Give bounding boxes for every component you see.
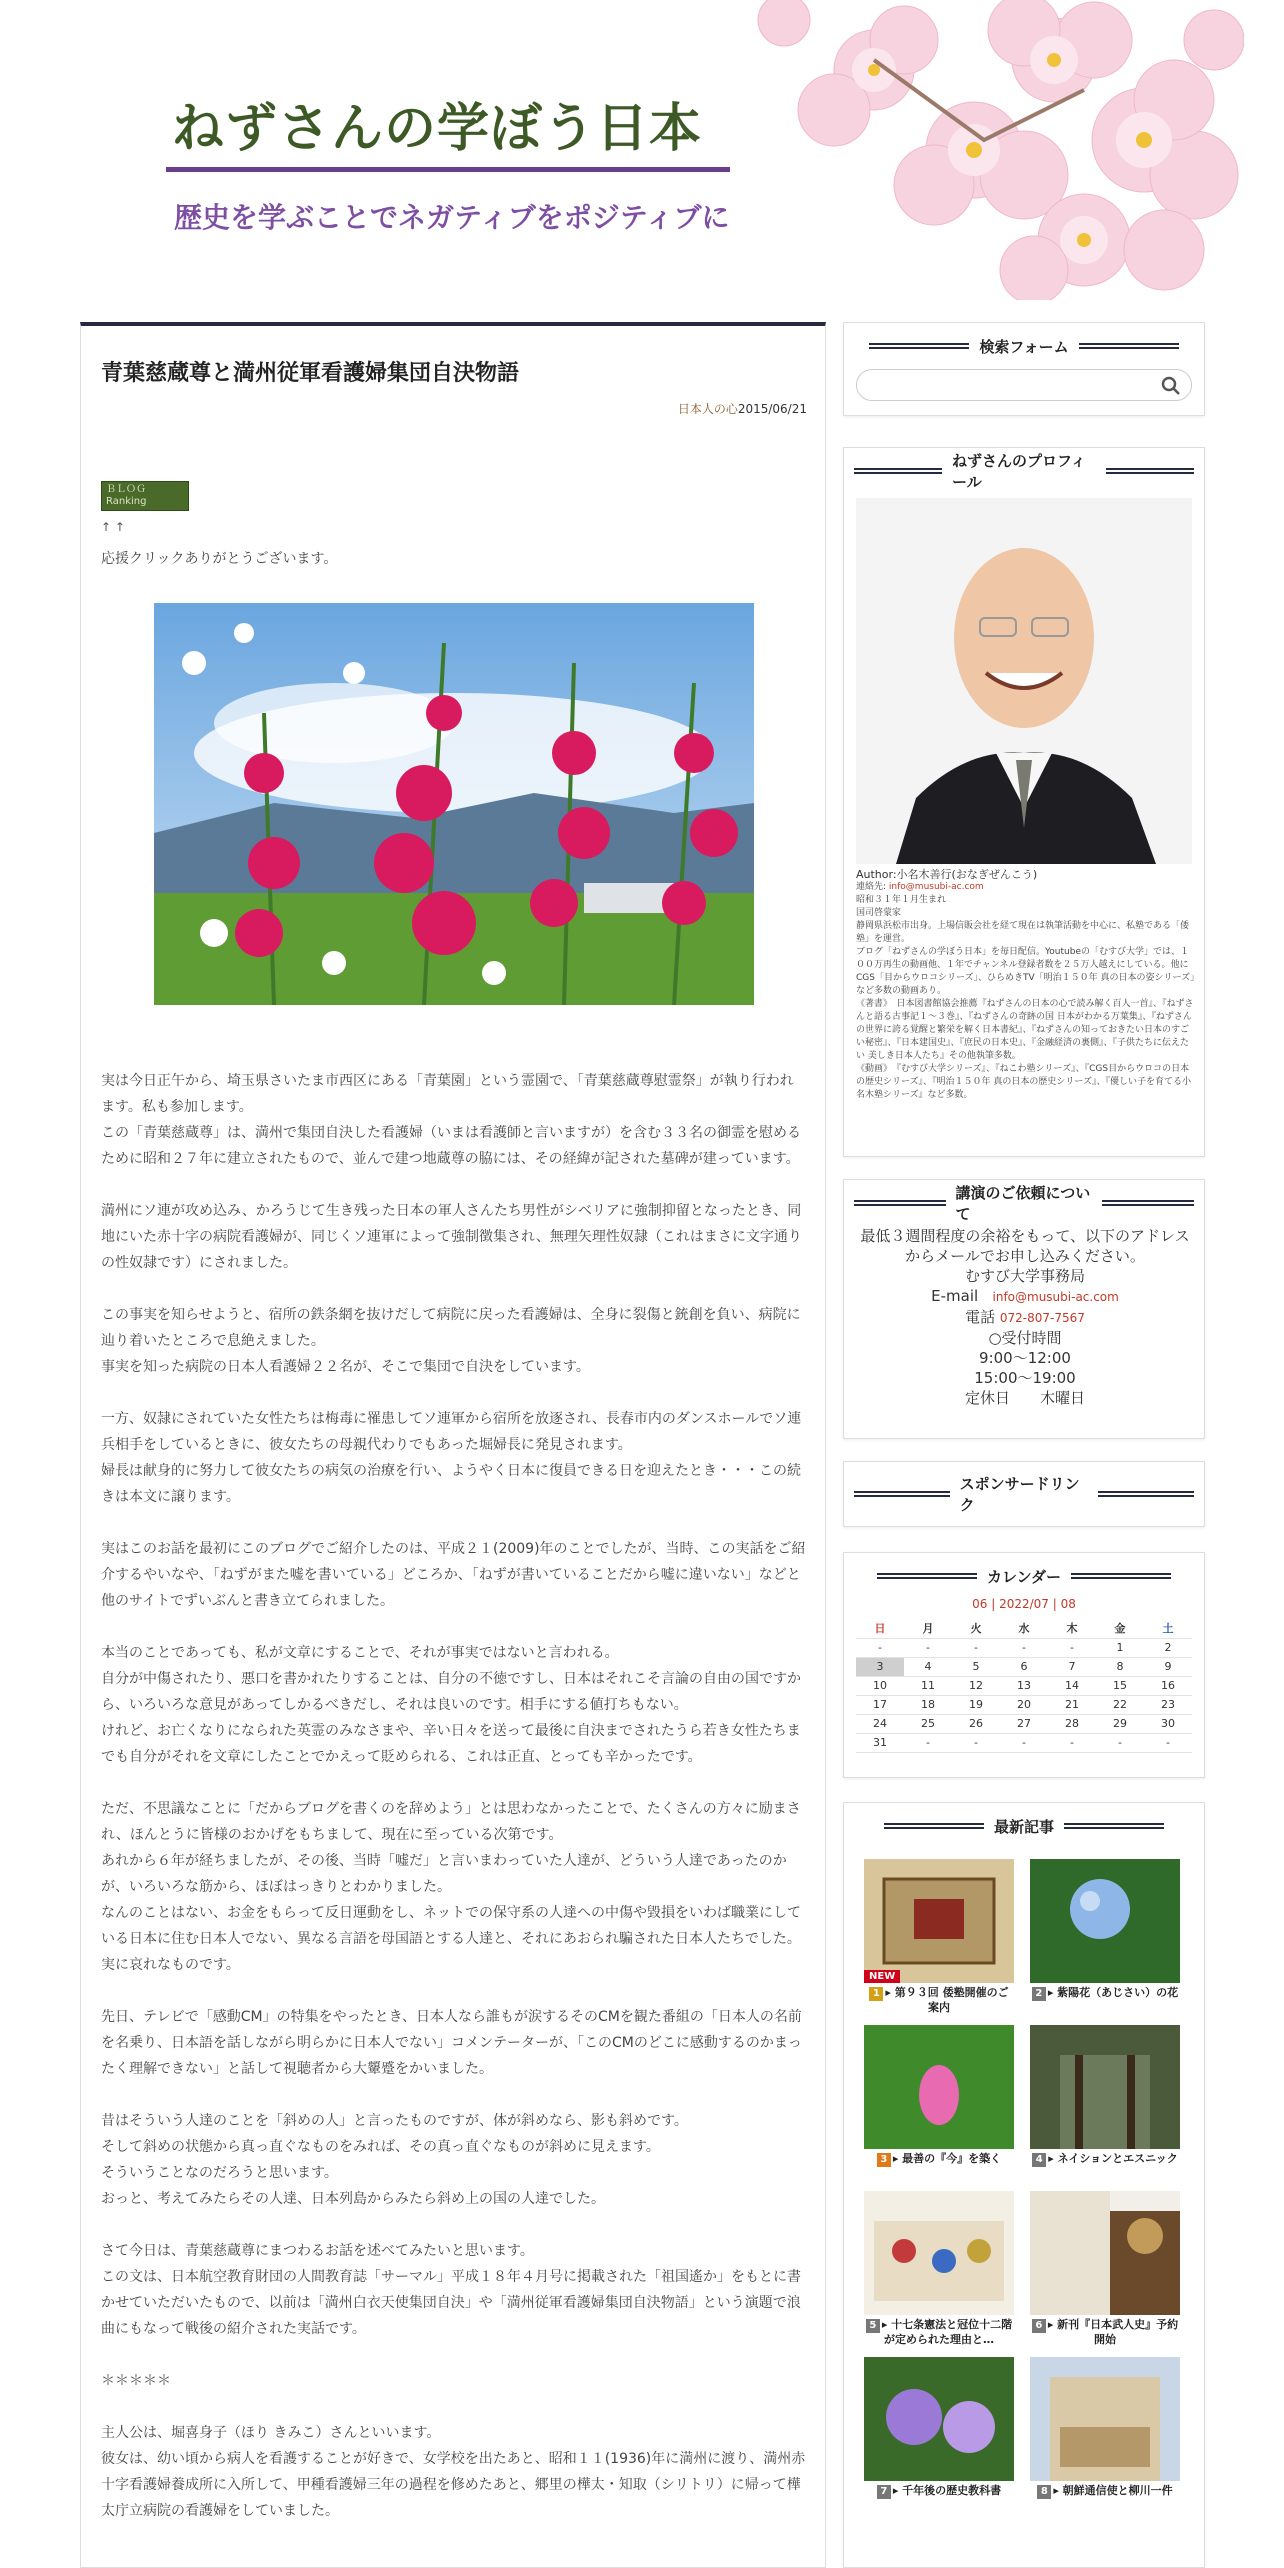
lecture-email-link[interactable]: info@musubi-ac.com xyxy=(992,1290,1119,1304)
widget-title xyxy=(844,448,1204,494)
recent-post-item[interactable] xyxy=(864,1859,1014,2015)
calendar-day[interactable]: 28 xyxy=(1048,1714,1096,1733)
recent-post-item[interactable] xyxy=(864,2191,1014,2347)
calendar-day[interactable]: 2 xyxy=(1144,1638,1192,1657)
profile-line: 国司啓蒙家 xyxy=(856,908,902,918)
calendar-day: - xyxy=(904,1733,952,1752)
post-paragraph: 実は今日正午から、埼玉県さいたま市西区にある「青葉園」という霊園で、「青葉慈蔵尊慰霊祭」が執り行われます。私も参加します。 この「青葉慈蔵尊」は、満州で集団自決した看護婦（いまは看護師と言いますが）を含む３３名の御霊を慰めるために昭和２７年に建立されたもので、並んで建つ地蔵尊の脇には、その経緯が記された墓碑が建っています。 xyxy=(101,1073,801,1167)
search-widget-title: 検索フォーム xyxy=(979,337,1069,356)
lecture-line: むすび大学事務局 xyxy=(964,1267,1085,1285)
calendar-day[interactable]: 6 xyxy=(1000,1657,1048,1676)
post-paragraph: この事実を知らせようと、宿所の鉄条網を抜けだして病院に戻った看護婦は、全身に裂傷と銃創を負い、病院に辿り着いたところで息絶えました。 事実を知った病院の日本人看護婦２２名が、そこで集団で自決をしています。 xyxy=(101,1307,801,1375)
recent-post-thumbnail[interactable] xyxy=(1030,2357,1180,2481)
widget-title xyxy=(844,1180,1204,1226)
post-paragraph: ＊＊＊＊＊ xyxy=(101,2373,171,2389)
title-underline xyxy=(166,167,730,172)
recent-post-caption xyxy=(1030,2152,1180,2167)
recent-post-title[interactable]: ▸ 新刊『日本武人史』予約開始 xyxy=(1047,2318,1179,2346)
recent-post-thumbnail[interactable] xyxy=(1030,2025,1180,2149)
recent-post-thumbnail[interactable] xyxy=(864,2357,1014,2481)
title-bar xyxy=(1098,1491,1194,1497)
search-icon[interactable] xyxy=(1161,376,1181,396)
recent-post-title[interactable]: ▸ 第９３回 倭塾開催のご案内 xyxy=(885,1986,1009,2014)
recent-post-thumbnail[interactable] xyxy=(864,2191,1014,2315)
cherry-blossom-illustration xyxy=(724,0,1244,300)
profile-line: 《動画》 『むすび大学シリーズ』、『ねこわ塾シリーズ』、『CGS目からウロコの日本の歴史シリーズ』、『明治１５０年 真の日本の歴史シリーズ』、『優しい子を育てる小名木塾シリーズ』など多数。 xyxy=(856,1064,1191,1100)
recent-post-item[interactable] xyxy=(1030,1859,1180,2001)
recent-post-thumbnail[interactable] xyxy=(1030,2191,1180,2315)
hollyhock-photo xyxy=(154,603,754,1005)
email-label: E-mail xyxy=(931,1287,979,1305)
calendar-day[interactable]: 4 xyxy=(904,1657,952,1676)
search-box xyxy=(856,369,1192,401)
post-paragraph: ただ、不思議なことに「だからブログを書くのを辞めよう」とは思わなかったことで、たくさんの方々に励まされ、ほんとうに皆様のおかげをもちまして、現在に至っている次第です。 あれから６年が経ちましたが、その後、当時「嘘だ」と言いまわっていた人達が、どういう人達であったのかが、いろいろな筋から、ほぼはっきりとわかりました。 なんのことはない、お金をもらって反日運動をし、ネットでの保守系の人達への中傷や毀損をいわば職業にしている日本に住む日本人でない、異なる言語を母国語とする人達と、それにあおられ騙された日本人たちでした。実に哀れなものです。 xyxy=(101,1801,801,1973)
post-paragraph: 一方、奴隷にされていた女性たちは梅毒に罹患してソ連軍から宿所を放逐され、長春市内のダンスホールでソ連兵相手をしているときに、彼女たちの母親代わりでもあった堀婦長に発見されます。 婦長は献身的に努力して彼女たちの病気の治療を行い、ようやく日本に復員できる日を迎えたとき・・・この続きは本文に譲ります。 xyxy=(101,1411,802,1505)
weekday-mon: 月 xyxy=(904,1619,952,1638)
recent-post-caption xyxy=(1030,1986,1180,2001)
calendar-day[interactable]: 9 xyxy=(1144,1657,1192,1676)
profile-line: 静岡県浜松市出身。上場信販会社を経て現在は執筆活動を中心に、私塾である「倭塾」を運営。 xyxy=(856,921,1190,944)
profile-text xyxy=(856,868,1196,1102)
weekday-fri: 金 xyxy=(1096,1619,1144,1638)
title-bar xyxy=(1106,468,1194,474)
widget-title xyxy=(844,1462,1204,1526)
arrow-marks: ↑ ↑ xyxy=(101,520,125,534)
recent-post-caption xyxy=(864,2484,1014,2499)
calendar-day[interactable]: 25 xyxy=(904,1714,952,1733)
post-date: 2015/06/21 xyxy=(737,402,807,416)
title-bar xyxy=(1102,1200,1194,1206)
profile-line: 昭和３１年１月生まれ xyxy=(856,895,947,905)
title-bar xyxy=(869,343,969,349)
calendar-day: - xyxy=(856,1638,904,1657)
site-title[interactable]: ねずさんの学ぼう日本 xyxy=(172,99,703,159)
post-category-link[interactable]: 日本人の心 xyxy=(677,402,738,416)
recent-post-title[interactable]: ▸ 最善の『今』を築く xyxy=(892,2152,1002,2165)
contact-label: 連絡先: xyxy=(856,882,887,892)
calendar-week xyxy=(856,1638,1192,1657)
sponsor-widget-title: スポンサードリンク xyxy=(959,1475,1080,1514)
calendar-day: - xyxy=(1048,1638,1096,1657)
recent-post-thumbnail[interactable] xyxy=(864,1859,1014,1983)
recent-post-title[interactable]: ▸ 朝鮮通信使と柳川一件 xyxy=(1053,2484,1173,2497)
sponsor-widget xyxy=(843,1461,1205,1527)
calendar-day[interactable]: 15 xyxy=(1096,1676,1144,1695)
recent-post-item[interactable] xyxy=(1030,2025,1180,2167)
calendar-table xyxy=(856,1619,1192,1753)
lecture-widget xyxy=(843,1179,1205,1439)
widget-title xyxy=(844,1803,1204,1849)
rank-number: 7 xyxy=(877,2485,891,2499)
recent-post-item[interactable] xyxy=(1030,2357,1180,2499)
recent-post-title[interactable]: ▸ ネイションとエスニック xyxy=(1048,2152,1178,2165)
title-bar xyxy=(854,1200,946,1206)
rank-number: 2 xyxy=(1032,1987,1046,2001)
profile-line: 《著書》 日本図書館協会推薦『ねずさんの日本の心で読み解く百人一首』、『ねずさんと語る古事記１～３巻』、『ねずさんの奇跡の国 日本がわかる万葉集』、『ねずさんの世界に誇る覚醒と繁栄を解く日本書紀』、『ねずさんの知っておきたい日本のすごい秘密』、『日本建国史』、『庶民の日本史』、『金融経済の裏側』、『子供たちに伝えたい 美しき日本人たち』その他執筆多数。 xyxy=(856,999,1194,1061)
calendar-day[interactable]: 17 xyxy=(856,1695,904,1714)
weekday-sat: 土 xyxy=(1144,1619,1192,1638)
article-container xyxy=(80,322,826,2568)
post-paragraph: 実はこのお話を最初にこのブログでご紹介したのは、平成２１(2009)年のことでしたが、当時、この実話をご紹介するやいなや、「ねずがまた嘘を書いている」どころか、「ねずが書いていることだから嘘に違いない」などと他のサイトでずいぶんと書き立てられました。 xyxy=(101,1541,806,1609)
calendar-week xyxy=(856,1733,1192,1752)
blog-ranking-banner[interactable]: ＢＬＯＧ Ranking xyxy=(101,481,189,511)
search-input[interactable] xyxy=(869,370,1159,400)
recent-post-title[interactable]: ▸ 紫陽花（あじさい）の花 xyxy=(1047,1986,1179,1999)
profile-line: ブログ「ねずさんの学ぼう日本」を毎日配信。Youtubeの「むすび大学」では、１００万再生の動画他、１年でチャンネル登録者数を２５万人越えにしている。他にCGS「目からウロコシリーズ」、ひらめきTV「明治１５０年 真の日本の姿シリーズ」など多数の動画あり。 xyxy=(856,947,1195,996)
title-bar xyxy=(854,468,942,474)
calendar-widget-title: カレンダー xyxy=(986,1567,1062,1586)
new-badge: NEW xyxy=(864,1970,900,1983)
lecture-phone-line xyxy=(854,1307,1196,1328)
rank-number: 3 xyxy=(877,2153,891,2167)
recent-post-item[interactable] xyxy=(1030,2191,1180,2347)
calendar-day[interactable]: 21 xyxy=(1048,1695,1096,1714)
calendar-day[interactable]: 19 xyxy=(952,1695,1000,1714)
calendar-month-nav[interactable]: 06 | 2022/07 | 08 xyxy=(972,1597,1076,1611)
calendar-day: - xyxy=(1048,1733,1096,1752)
widget-title xyxy=(844,323,1204,369)
lecture-line: 最低３週間程度の余裕をもって、以下のアドレスからメールでお申し込みください。 xyxy=(860,1227,1190,1265)
title-bar xyxy=(1079,343,1179,349)
title-bar xyxy=(877,1573,977,1579)
calendar-day[interactable]: 13 xyxy=(1000,1676,1048,1695)
calendar-day[interactable]: 31 xyxy=(856,1733,904,1752)
post-paragraph: 主人公は、堀喜身子（ほり きみこ）さんといいます。 彼女は、幼い頃から病人を看護することが好きで、女学校を出たあと、昭和１１(1936)年に満州に渡り、満州赤十字看護婦養成所に入所して、甲種看護婦三年の過程を修めたあと、郷里の樺太・知取（シリトリ）に帰って樺太庁立病院の看護婦をしていました。 xyxy=(101,2425,806,2519)
calendar-day[interactable]: 5 xyxy=(952,1657,1000,1676)
rank-number: 4 xyxy=(1032,2153,1046,2167)
calendar-day[interactable]: 30 xyxy=(1144,1714,1192,1733)
recent-widget-title: 最新記事 xyxy=(993,1817,1054,1836)
calendar-week xyxy=(856,1676,1192,1695)
widget-title xyxy=(844,1553,1204,1599)
hours-title: ○受付時間 xyxy=(988,1329,1062,1347)
calendar-day[interactable]: 29 xyxy=(1096,1714,1144,1733)
recent-post-title[interactable]: ▸ 千年後の歴史教科書 xyxy=(892,2484,1002,2497)
recent-post-caption xyxy=(864,1986,1014,2015)
post-paragraph: さて今日は、青葉慈蔵尊にまつわるお話を述べてみたいと思います。 この文は、日本航空教育財団の人間教育誌「サーマル」平成１８年４月号に掲載された「祖国遙か」をもとに書かせていただいたもので、以前は「満州白衣天使集団自決」や「満州従軍看護婦集団自決物語」という演題で浪曲にもなって戦後の紹介された実話です。 xyxy=(101,2243,801,2337)
weekday-sun: 日 xyxy=(856,1619,904,1638)
calendar-day[interactable]: 26 xyxy=(952,1714,1000,1733)
calendar-day[interactable]: 10 xyxy=(856,1676,904,1695)
calendar-day: - xyxy=(1000,1638,1048,1657)
calendar-week xyxy=(856,1657,1192,1676)
post-paragraph: 昔はそういう人達のことを「斜めの人」と言ったものですが、体が斜めなら、影も斜めです。 そして斜めの状態から真っ直ぐなものをみれば、その真っ直ぐなものが斜めに見えます。 そういうことなのだろうと思います。 おっと、考えてみたらその人達、日本列島からみたら斜め上の国の人達でした。 xyxy=(101,2113,688,2207)
post-meta xyxy=(678,400,807,417)
lecture-phone-link[interactable]: 072-807-7567 xyxy=(999,1311,1085,1325)
recent-post-caption xyxy=(1030,2484,1180,2499)
calendar-day[interactable]: 23 xyxy=(1144,1695,1192,1714)
weekday-tue: 火 xyxy=(952,1619,1000,1638)
calendar-day[interactable]: 8 xyxy=(1096,1657,1144,1676)
title-bar xyxy=(884,1823,984,1829)
recent-post-title[interactable]: ▸ 十七条憲法と冠位十二階が定められた理由と… xyxy=(881,2318,1013,2346)
calendar-day: - xyxy=(1000,1733,1048,1752)
recent-post-caption xyxy=(1030,2318,1180,2347)
calendar-day: - xyxy=(904,1638,952,1657)
weekday-wed: 水 xyxy=(1000,1619,1048,1638)
title-bar xyxy=(854,1491,950,1497)
lecture-body xyxy=(854,1226,1196,1408)
closed-day: 定休日 木曜日 xyxy=(964,1389,1085,1407)
calendar-day: - xyxy=(1144,1733,1192,1752)
post-title[interactable]: 青葉慈蔵尊と満州従軍看護婦集団自決物語 xyxy=(101,361,520,386)
calendar-day[interactable]: 14 xyxy=(1048,1676,1096,1695)
rank-number: 5 xyxy=(866,2319,880,2333)
lecture-email-line xyxy=(854,1286,1196,1307)
calendar-day[interactable]: 16 xyxy=(1144,1676,1192,1695)
thanks-text: 応援クリックありがとうございます。 xyxy=(101,551,338,567)
calendar-day: - xyxy=(952,1638,1000,1657)
rank-number: 8 xyxy=(1037,2485,1051,2499)
site-tagline: 歴史を学ぶことでネガティブをポジティブに xyxy=(174,201,730,234)
lecture-widget-title: 講演のご依頼について xyxy=(955,1184,1091,1223)
phone-label: 電話 xyxy=(965,1308,996,1326)
recent-posts-widget xyxy=(843,1802,1205,2568)
recent-post-caption xyxy=(864,2318,1014,2347)
author-name: Author:小名木善行(おなぎぜんこう) xyxy=(856,868,1038,881)
calendar-week xyxy=(856,1695,1192,1714)
site-header xyxy=(0,0,1284,310)
recent-post-thumbnail[interactable] xyxy=(1030,1859,1180,1983)
hours-pm: 15:00～19:00 xyxy=(974,1369,1076,1387)
calendar-day[interactable]: 7 xyxy=(1048,1657,1096,1676)
contact-line xyxy=(856,881,1196,894)
rank-number: 6 xyxy=(1032,2319,1046,2333)
calendar-day[interactable]: 27 xyxy=(1000,1714,1048,1733)
post-paragraph: 満州にソ連が攻め込み、かろうじて生き残った日本の軍人さんたち男性がシベリアに強制抑留となったとき、同地にいた赤十字の病院看護婦が、同じくソ連軍によって強制徴集され、無理矢理性奴隷（これはまさに文字通りの性奴隷です）にされました。 xyxy=(101,1203,802,1271)
calendar-day[interactable]: 22 xyxy=(1096,1695,1144,1714)
recent-post-item[interactable] xyxy=(864,2025,1014,2167)
recent-post-caption xyxy=(864,2152,1014,2167)
hours-am: 9:00～12:00 xyxy=(979,1349,1071,1367)
calendar-day[interactable]: 1 xyxy=(1096,1638,1144,1657)
calendar-day[interactable]: 18 xyxy=(904,1695,952,1714)
weekday-thu: 木 xyxy=(1048,1619,1096,1638)
calendar-day[interactable]: 11 xyxy=(904,1676,952,1695)
calendar-day[interactable]: 20 xyxy=(1000,1695,1048,1714)
calendar-week xyxy=(856,1714,1192,1733)
calendar-widget xyxy=(843,1552,1205,1778)
author-photo xyxy=(856,498,1192,864)
post-body xyxy=(101,1068,807,2550)
calendar-weekday-row xyxy=(856,1619,1192,1638)
calendar-day[interactable]: 12 xyxy=(952,1676,1000,1695)
recent-post-item[interactable] xyxy=(864,2357,1014,2499)
profile-widget xyxy=(843,447,1205,1157)
rank-number: 1 xyxy=(869,1987,883,2001)
profile-widget-title: ねずさんのプロフィール xyxy=(952,452,1086,491)
recent-post-thumbnail[interactable] xyxy=(864,2025,1014,2149)
search-widget xyxy=(843,322,1205,416)
post-paragraph: 先日、テレビで「感動CM」の特集をやったとき、日本人なら誰もが涙するそのCMを観た番組の「日本人の名前を名乗り、日本語を話しながら明らかに日本人でない」コメンテーターが、「このCMのどこに感動するのかまったく理解できない」と話して視聴者から大顰蹙をかいました。 xyxy=(101,2009,802,2077)
calendar-day[interactable]: 24 xyxy=(856,1714,904,1733)
calendar-day: - xyxy=(952,1733,1000,1752)
post-paragraph: 本当のことであっても、私が文章にすることで、それが事実ではないと言われる。 自分が中傷されたり、悪口を書かれたりすることは、自分の不徳ですし、日本はそれこそ言論の自由の国ですから、いろいろな意見があってしかるべきだし、それは良いのです。相手にする値打ちもない。 けれど、お亡くなりになられた英霊のみなさまや、辛い日々を送って最後に自決までされたうら若き女性たちまでも自分がそれを文章にしたことでかえって貶められる、これは正直、とっても辛かったです。 xyxy=(101,1645,801,1765)
title-bar xyxy=(1071,1573,1171,1579)
calendar-day[interactable]: 3 xyxy=(856,1657,904,1676)
profile-email-link[interactable]: info@musubi-ac.com xyxy=(888,882,984,892)
title-bar xyxy=(1064,1823,1164,1829)
calendar-day: - xyxy=(1096,1733,1144,1752)
